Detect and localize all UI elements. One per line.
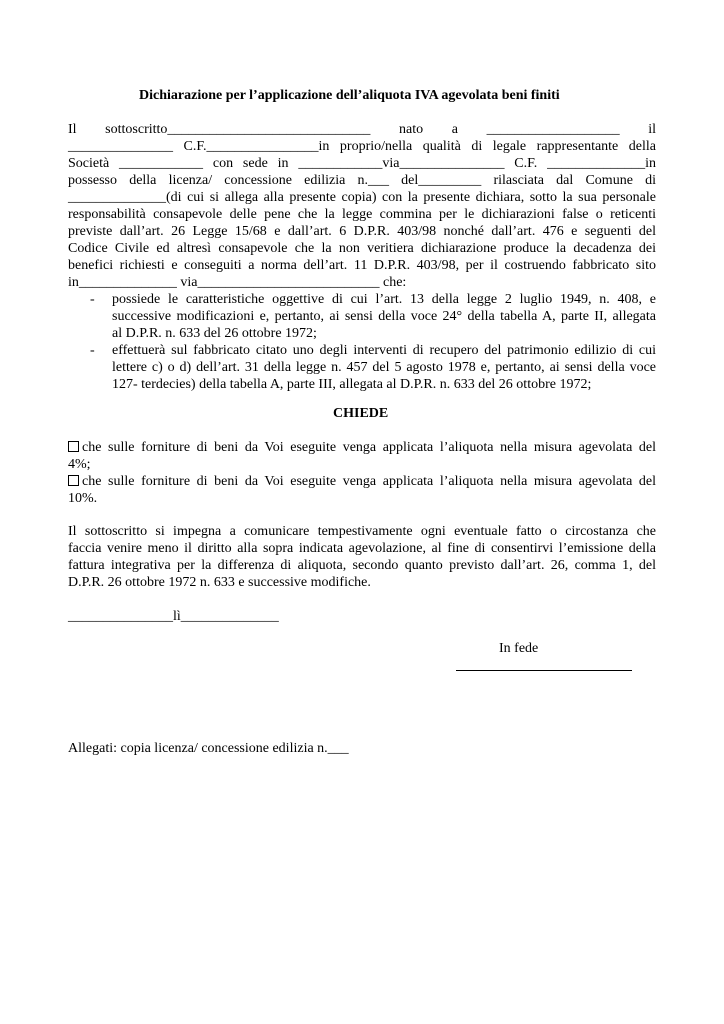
attachments-note: Allegati: copia licenza/ concessione edilizia n.___ [68,741,349,756]
intro-line: ______________(di cui si allega alla presente copia) con la presente dichiara, sotto la sua personale [68,190,656,205]
intro-line: previste dall’art. 26 Legge 15/68 e dall’art. 6 D.P.R. 403/98 nonché dall’art. 476 e seguenti del [68,224,656,239]
chiede-heading: CHIEDE [333,406,389,421]
in-fede-label: In fede [499,641,539,656]
bullet-line: possiede le caratteristiche oggettive di cui l’art. 13 della legge 2 luglio 1949, n. 408, e [112,292,656,307]
intro-line: Codice Civile ed altresì consapevole che la non veritiera dichiarazione produce la decadenza dei [68,241,656,256]
intro-line: in______________ via__________________________ che: [68,275,407,290]
intro-line: benefici richiesti e conseguiti a norma dell’art. 11 D.P.R. 403/98, per il costruendo fabbricato sito [68,258,656,273]
checkbox-10-percent[interactable] [68,475,79,486]
commitment-line: D.P.R. 26 ottobre 1972 n. 633 e successive modifiche. [68,575,371,590]
option-text: che sulle forniture di beni da Voi eseguite venga applicata l’aliquota nella misura agevolata del [82,440,656,455]
bullet-dash: - [90,343,95,358]
bullet-line: 127- terdecies) della tabella A, parte III, allegata al D.P.R. n. 633 del 26 ottobre 1972; [112,377,592,392]
bullet-line: effettuerà sul fabbricato citato uno degli interventi di recupero del patrimonio edilizio di cui [112,343,656,358]
intro-line: _______________ C.F.________________in proprio/nella qualità di legale rappresentante della [68,139,656,154]
commitment-line: fattura integrativa per la differenza di aliquota, secondo quanto previsto dall’art. 26, comma 1, del [68,558,656,573]
bullet-line: lettere c) o d) dell’art. 31 della legge n. 457 del 5 agosto 1978 e, pertanto, ai sensi della voce [112,360,656,375]
option-10-percent [68,473,656,490]
option-text: che sulle forniture di beni da Voi eseguite venga applicata l’aliquota nella misura agevolata del [82,474,656,489]
signature-line[interactable] [456,670,632,671]
intro-line: possesso della licenza/ concessione edilizia n.___ del_________ rilasciata dal Comune di [68,173,656,188]
checkbox-4-percent[interactable] [68,441,79,452]
option-text-cont: 4%; [68,457,91,472]
option-4-percent [68,439,656,456]
document-title: Dichiarazione per l’applicazione dell’aliquota IVA agevolata beni finiti [139,88,560,103]
bullet-line: al D.P.R. n. 633 del 26 ottobre 1972; [112,326,317,341]
commitment-line: Il sottoscritto si impegna a comunicare tempestivamente ogni eventuale fatto o circostanza che [68,524,656,539]
intro-line: Il sottoscritto_____________________________ nato a ___________________ il [68,122,656,137]
place-date-field[interactable]: _______________lì______________ [68,609,279,624]
option-text-cont: 10%. [68,491,98,506]
bullet-line: successive modificazioni e, pertanto, ai sensi della voce 24° della tabella A, parte II, allegata [112,309,656,324]
intro-line: responsabilità consapevole delle pene che la legge commina per le dichiarazioni false o reticenti [68,207,656,222]
commitment-line: faccia venire meno il diritto alla sopra indicata agevolazione, al fine di consentirvi l’emissione della [68,541,656,556]
intro-line: Società ____________ con sede in ____________via_______________ C.F. ______________in [68,156,656,171]
bullet-dash: - [90,292,95,307]
